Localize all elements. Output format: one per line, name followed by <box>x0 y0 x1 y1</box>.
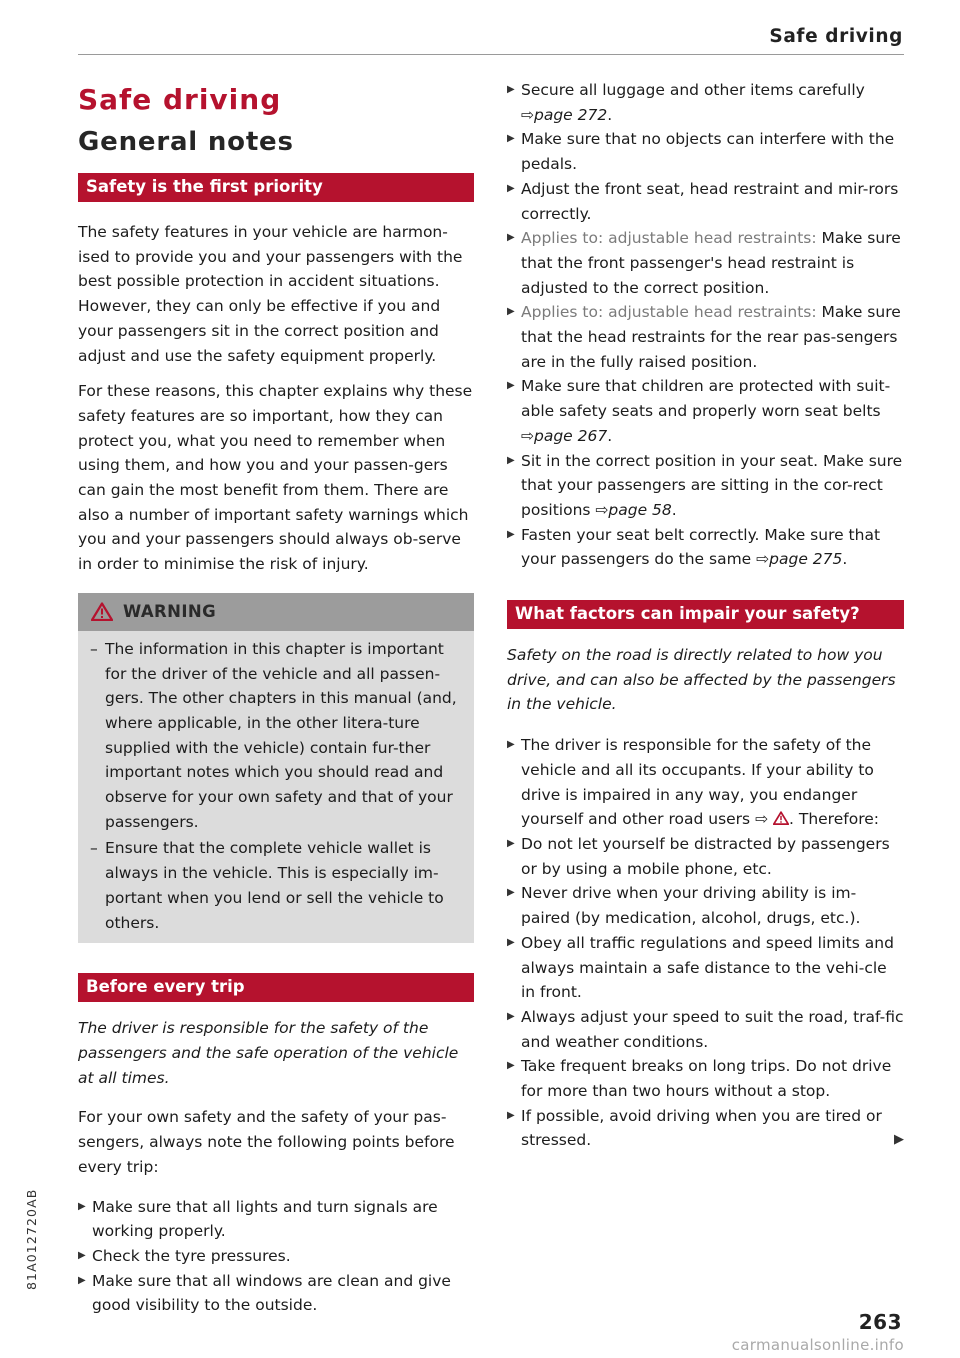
list-item: ▶ Make sure that children are protected with suit-able safety seats and properly worn seat belts ⇨page 267. <box>507 374 904 448</box>
bullet-triangle-icon: ▶ <box>507 528 515 540</box>
trip-intro: The driver is responsible for the safety of the passengers and the safe operation of the vehicle at all times. <box>78 1019 459 1087</box>
list-item: ▶ Applies to: adjustable head restraints: Make sure that the head restraints for the rear pas-sengers are in the fully raised position. <box>507 300 904 374</box>
warning-box <box>78 593 474 943</box>
continue-triangle-icon: ▶ <box>894 1132 904 1148</box>
list-item: ▶ Check the tyre pressures. <box>78 1244 474 1269</box>
bullet-triangle-icon: ▶ <box>507 133 515 145</box>
bullet-triangle-icon: ▶ <box>507 936 515 948</box>
list-item: ▶ The driver is responsible for the safety of the vehicle and all its occupants. If your ability to drive is impaired in any way, you endanger yourself and other road users ⇨ . Therefore: <box>507 733 904 832</box>
list-item: ▶ Sit in the correct position in your seat. Make sure that your passengers are sitting in the cor-rect positions ⇨page 58. <box>507 449 904 523</box>
section-title: General notes <box>78 127 294 157</box>
factors-intro: Safety on the road is directly related to how you drive, and can also be affected by the passengers in the vehicle. <box>507 646 896 714</box>
arrow-right-outline-icon: ⇨ <box>756 550 770 569</box>
warning-header <box>78 593 474 631</box>
warning-body <box>78 631 474 943</box>
warning-triangle-icon <box>91 602 113 621</box>
trip-paragraph: For your own safety and the safety of your pas-sengers, always note the following points before every trip: <box>78 1108 455 1176</box>
safety-factors-heading: What factors can impair your safety? <box>507 600 904 629</box>
page-number: 263 <box>858 1310 902 1334</box>
list-item: ▶ Make sure that no objects can interfere with the pedals. <box>507 127 904 176</box>
chapter-title: Safe driving <box>78 83 282 116</box>
bullet-triangle-icon: ▶ <box>507 182 515 194</box>
warning-list <box>90 637 462 935</box>
bullet-triangle-icon: ▶ <box>78 1274 86 1286</box>
warning-item: – Ensure that the complete vehicle wallet is always in the vehicle. This is especially im-portant when you lend or sell the vehicle to others. <box>90 839 444 932</box>
list-item: ▶ Make sure that all windows are clean and give good visibility to the outside. <box>78 1269 474 1318</box>
list-item: ▶ Take frequent breaks on long trips. Do not drive for more than two hours without a stop. <box>507 1054 904 1103</box>
document-code: 81A012720AB <box>24 1188 39 1290</box>
warning-title: WARNING <box>123 602 217 622</box>
header-rule <box>78 54 904 55</box>
list-item: ▶ Fasten your seat belt correctly. Make sure that your passengers do the same ⇨page 275. <box>507 523 904 572</box>
factors-list <box>507 733 904 1153</box>
arrow-right-outline-icon: ⇨ <box>595 500 609 519</box>
bullet-triangle-icon: ▶ <box>78 1249 86 1261</box>
list-item: ▶ Adjust the front seat, head restraint and mir-rors correctly. <box>507 177 904 226</box>
list-item: ▶ Obey all traffic regulations and speed limits and always maintain a safe distance to the vehi-cle in front. <box>507 931 904 1005</box>
list-item: ▶ Secure all luggage and other items carefully ⇨page 272. <box>507 78 904 127</box>
page-reference-link[interactable]: ⇨page 267 <box>521 426 608 445</box>
bullet-triangle-icon: ▶ <box>507 1109 515 1121</box>
bullet-triangle-icon: ▶ <box>507 837 515 849</box>
list-item: ▶ If possible, avoid driving when you are tired or stressed. ▶ <box>507 1104 904 1153</box>
list-item: ▶ Never drive when your driving ability is im-paired (by medication, alcohol, drugs, etc.). <box>507 881 904 930</box>
page-reference-link[interactable]: ⇨page 58 <box>595 500 672 519</box>
safety-paragraph-1: The safety features in your vehicle are harmon-ised to provide you and your passengers with the best possible protection in accident situations. However, they can only be effective if you and your passengers sit in the correct position and adjust and use the safety equipment properly. <box>78 223 463 365</box>
list-item: ▶ Applies to: adjustable head restraints: Make sure that the front passenger's head restraint is adjusted to the correct position. <box>507 226 904 300</box>
safety-priority-heading: Safety is the first priority <box>78 173 474 202</box>
bullet-triangle-icon: ▶ <box>507 887 515 899</box>
arrow-right-outline-icon: ⇨ <box>521 426 534 445</box>
page-reference-link[interactable]: ⇨page 275 <box>756 550 843 569</box>
applies-to-label: Applies to: adjustable head restraints: <box>521 229 817 248</box>
watermark: carmanualsonline.info <box>731 1336 904 1354</box>
list-item: ▶ Always adjust your speed to suit the road, traf-fic and weather conditions. <box>507 1005 904 1054</box>
bullet-triangle-icon: ▶ <box>507 380 515 392</box>
arrow-right-outline-icon: ⇨ <box>521 105 534 124</box>
trip-checklist-continued <box>507 78 904 572</box>
safety-paragraph-2: For these reasons, this chapter explains why these safety features are so important, how they can protect you, what you need to remember when using them, and how you and your passen-gers can gain the most benefit from them. There are also a number of important safety warnings which you and your passengers should always ob-serve in order to minimise the risk of injury. <box>78 382 473 574</box>
bullet-triangle-icon: ▶ <box>507 232 515 244</box>
bullet-triangle-icon: ▶ <box>507 306 515 318</box>
bullet-triangle-icon: ▶ <box>507 84 515 95</box>
warning-reference-link[interactable] <box>755 810 789 828</box>
bullet-triangle-icon: ▶ <box>507 739 515 751</box>
list-item: ▶ Make sure that all lights and turn signals are working properly. <box>78 1195 474 1244</box>
running-header: Safe driving <box>769 26 903 47</box>
arrow-right-outline-icon: ⇨ <box>755 810 769 829</box>
bullet-triangle-icon: ▶ <box>507 1060 515 1072</box>
bullet-triangle-icon: ▶ <box>78 1200 86 1212</box>
page-reference-link[interactable]: ⇨page 272 <box>521 105 608 124</box>
list-item: ▶ Do not let yourself be distracted by passengers or by using a mobile phone, etc. <box>507 832 904 881</box>
left-column <box>78 70 474 1318</box>
bullet-triangle-icon: ▶ <box>507 454 515 466</box>
warning-triangle-icon <box>773 811 789 825</box>
bullet-triangle-icon: ▶ <box>507 1010 515 1022</box>
warning-item: – The information in this chapter is important for the driver of the vehicle and all passen-gers. The other chapters in this manual (and, where applicable, in the other litera-ture supplied with the vehicle) contain fur-ther important notes which you should read and observe for your own safety and that of your passengers. <box>90 639 457 831</box>
trip-checklist <box>78 1195 474 1319</box>
right-column <box>507 78 904 1153</box>
before-trip-heading: Before every trip <box>78 973 474 1002</box>
applies-to-label: Applies to: adjustable head restraints: <box>521 303 817 322</box>
